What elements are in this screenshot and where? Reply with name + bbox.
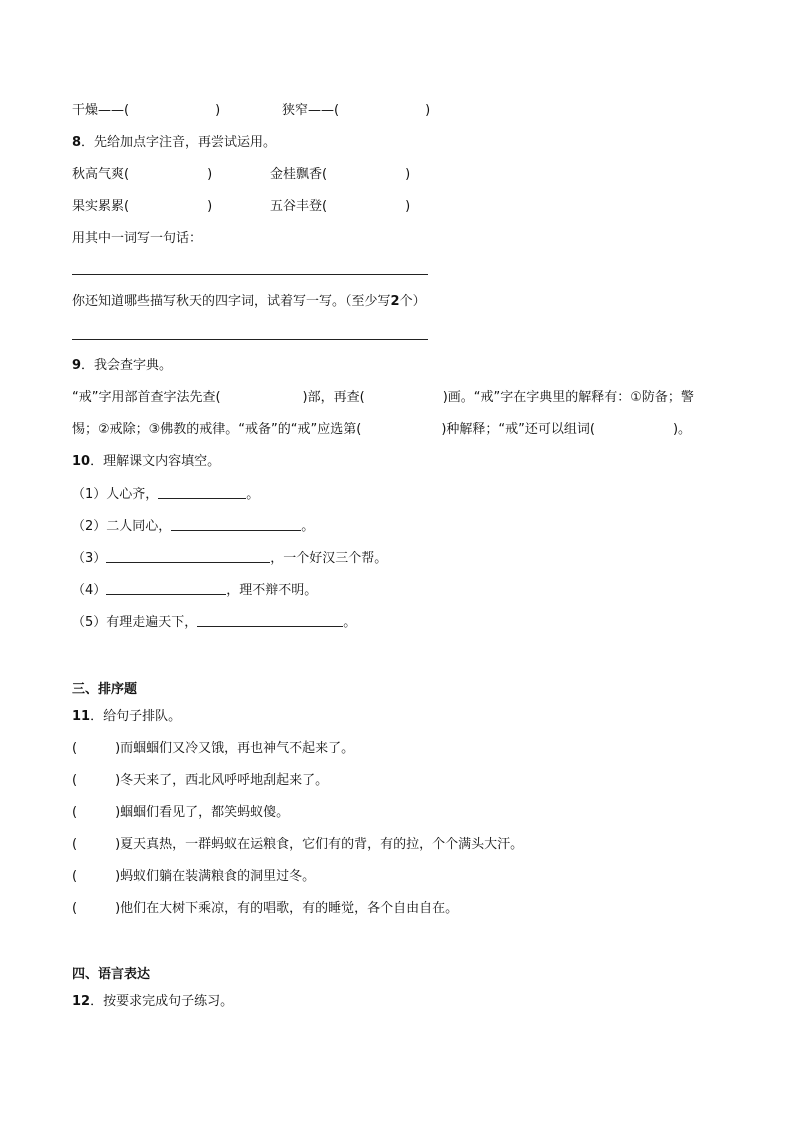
dictionary-line-1: “戒”字用部首查字法先查( )部，再查( )画。“戒”字在字典里的解释有：①防备；警: [72, 390, 694, 405]
fill-blank[interactable]: [197, 613, 343, 627]
word-item: 金桂飘香(: [270, 167, 328, 182]
question-12-title: 12．按要求完成句子练习。: [72, 994, 234, 1009]
pinyin-word-row: 果实累累( ): [72, 199, 213, 214]
pinyin-word-row-right: 五谷丰登( ): [270, 199, 411, 214]
sentence-prompt: 用其中一词写一句话：: [72, 231, 203, 246]
word-item: 五谷丰登(: [270, 199, 328, 214]
sort-sentence: ( )蝈蝈们看见了，都笑蚂蚁傻。: [72, 805, 290, 820]
antonym-row: 干燥——( ): [72, 103, 221, 118]
question-9-title: 9．我会查字典。: [72, 358, 173, 373]
fill-item: （1）人心齐， 。: [72, 487, 260, 502]
fill-item: （5）有理走遍天下， 。: [72, 615, 357, 630]
fill-item: （2）二人同心， 。: [72, 519, 315, 534]
section-heading: 四、语言表达: [72, 967, 151, 982]
writing-line[interactable]: [72, 339, 428, 340]
pinyin-word-row-right: 金桂飘香( ): [270, 167, 411, 182]
fill-blank[interactable]: [171, 517, 301, 531]
antonym-item-dry: 干燥——(: [72, 103, 130, 118]
pinyin-word-row: 秋高气爽( ): [72, 167, 213, 182]
word-item: 果实累累(: [72, 199, 130, 214]
sort-sentence: ( )冬天来了，西北风呼呼地刮起来了。: [72, 773, 329, 788]
sort-sentence: ( )夏天真热，一群蚂蚁在运粮食，它们有的背，有的拉，个个满头大汗。: [72, 837, 524, 852]
sort-sentence: ( )而蝈蝈们又冷又饿，再也神气不起来了。: [72, 741, 355, 756]
antonym-item-narrow: 狭窄——(: [282, 103, 340, 118]
autumn-words-prompt: 你还知道哪些描写秋天的四字词，试着写一写。（至少写2个）: [72, 294, 426, 309]
fill-blank[interactable]: [106, 549, 270, 563]
question-8-title: 8．先给加点字注音，再尝试运用。: [72, 135, 277, 150]
fill-item: （4） ，理不辩不明。: [72, 583, 318, 598]
sort-sentence: ( )蚂蚁们躺在装满粮食的洞里过冬。: [72, 869, 316, 884]
writing-line[interactable]: [72, 274, 428, 275]
dictionary-line-2: 惕；②戒除；③佛教的戒律。“戒备”的“戒”应选第( )种解释；“戒”还可以组词( )。: [72, 422, 692, 437]
antonym-item-narrow-row: 狭窄——( ): [282, 103, 431, 118]
word-item: 秋高气爽(: [72, 167, 130, 182]
sort-sentence: ( )他们在大树下乘凉，有的唱歌，有的睡觉，各个自由自在。: [72, 901, 459, 916]
question-11-title: 11．给句子排队。: [72, 709, 182, 724]
fill-blank[interactable]: [106, 581, 226, 595]
fill-blank[interactable]: [158, 485, 246, 499]
question-10-title: 10．理解课文内容填空。: [72, 454, 221, 469]
fill-item: （3） ，一个好汉三个帮。: [72, 551, 388, 566]
section-heading: 三、排序题: [72, 682, 138, 697]
